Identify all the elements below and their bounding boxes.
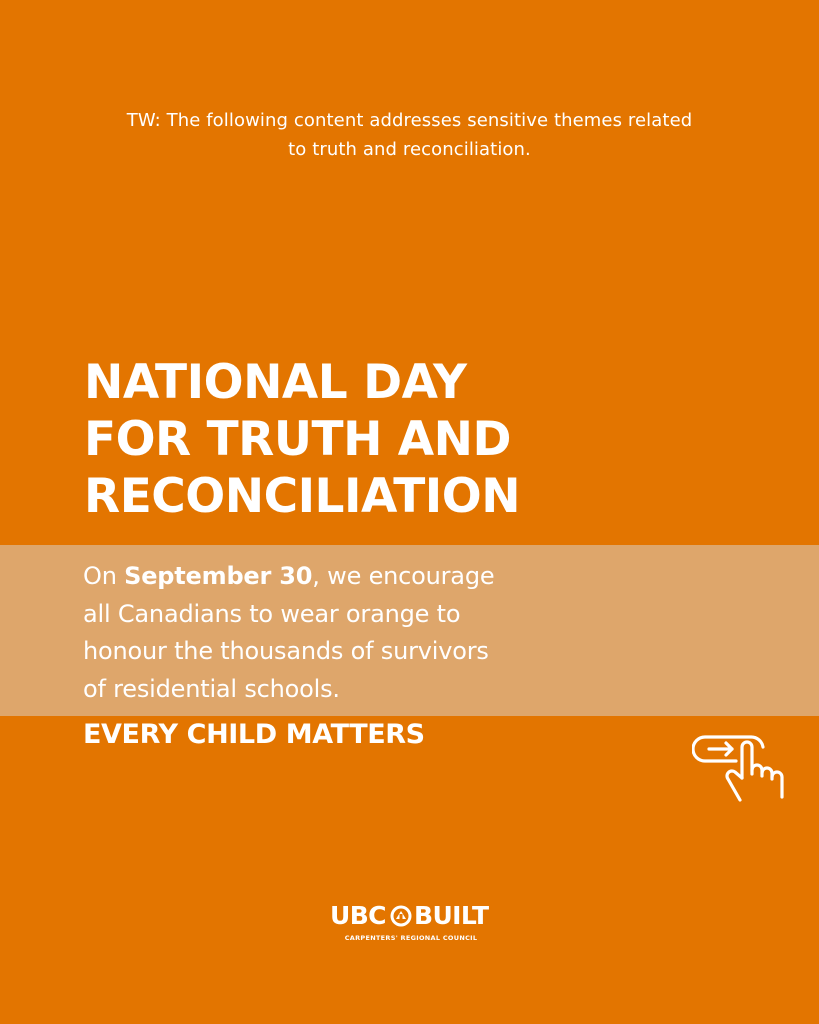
message-line-2: all Canadians to wear orange to	[83, 599, 461, 628]
message-line-1	[83, 558, 603, 596]
logo-wordmark	[326, 901, 496, 931]
title-line-3: RECONCILIATION	[84, 469, 521, 524]
logo-subtitle: CARPENTERS' REGIONAL COUNCIL	[344, 934, 478, 942]
event-date: September 30	[124, 562, 313, 590]
tagline: EVERY CHILD MATTERS	[83, 719, 425, 750]
message-paragraph	[83, 558, 603, 708]
message-line-1-rest: , we encourage	[312, 562, 495, 590]
ubc-built-logo	[326, 901, 496, 945]
logo-built-text: BUILT	[414, 901, 489, 930]
title-line-1: NATIONAL DAY	[84, 355, 467, 410]
carpenters-emblem-icon	[389, 904, 413, 928]
message-prefix: On	[83, 562, 125, 590]
page-title	[84, 354, 784, 525]
trigger-warning-line-2: to truth and reconciliation.	[288, 139, 531, 160]
title-line-2: FOR TRUTH AND	[84, 412, 512, 467]
message-line-3: honour the thousands of survivors	[83, 637, 489, 665]
trigger-warning-line-1: TW: The following content addresses sensitive themes related	[126, 110, 693, 131]
swipe-hand-icon[interactable]	[692, 730, 784, 804]
message-line-4: of residential schools.	[83, 674, 340, 703]
trigger-warning	[60, 106, 759, 164]
logo-ubc-text: UBC	[330, 901, 386, 930]
